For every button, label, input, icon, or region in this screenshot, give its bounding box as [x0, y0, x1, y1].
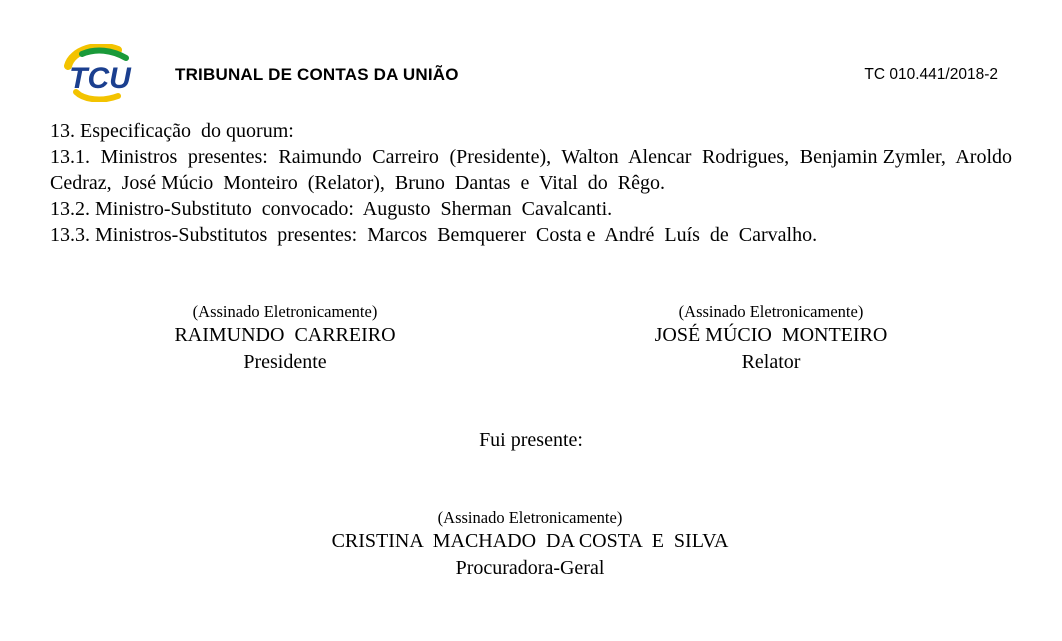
signature-note: (Assinado Eletronicamente): [437, 508, 623, 527]
section-title: 13. Especificação do quorum:: [50, 120, 294, 142]
signature-president: [135, 302, 435, 376]
signature-role: Relator: [741, 351, 801, 373]
quorum-item-13-1: 13.1. Ministros presentes: Raimundo Carreiro (Presidente), Walton Alencar Rodrigues, Benjamin Zymler, Aroldo Cedraz, José Múcio Monteiro (Relator), Bruno Dantas e Vital do Rêgo.: [50, 146, 1022, 194]
quorum-item-13-3: 13.3. Ministros-Substitutos presentes: Marcos Bemquerer Costa e André Luís de Carvalho.: [50, 224, 818, 246]
page-header: [0, 0, 1062, 110]
signature-role: Procuradora-Geral: [455, 557, 605, 579]
signature-note: (Assinado Eletronicamente): [192, 302, 378, 321]
svg-text:TCU: TCU: [69, 62, 131, 95]
signature-name: CRISTINA MACHADO DA COSTA E SILVA: [331, 530, 729, 552]
signature-name: JOSÉ MÚCIO MONTEIRO: [654, 324, 888, 346]
signature-role: Presidente: [243, 351, 327, 373]
signature-note: (Assinado Eletronicamente): [678, 302, 864, 321]
quorum-item-13-2: 13.2. Ministro-Substituto convocado: Augusto Sherman Cavalcanti.: [50, 198, 613, 220]
quorum-section: [50, 118, 1022, 248]
tcu-logo: [62, 44, 138, 102]
signature-name: RAIMUNDO CARREIRO: [174, 324, 396, 346]
signature-prosecutor: [280, 508, 780, 582]
signature-rapporteur: [621, 302, 921, 376]
organization-name: TRIBUNAL DE CONTAS DA UNIÃO: [175, 65, 459, 84]
process-number: TC 010.441/2018-2: [864, 66, 998, 83]
present-label: Fui presente:: [479, 429, 583, 451]
